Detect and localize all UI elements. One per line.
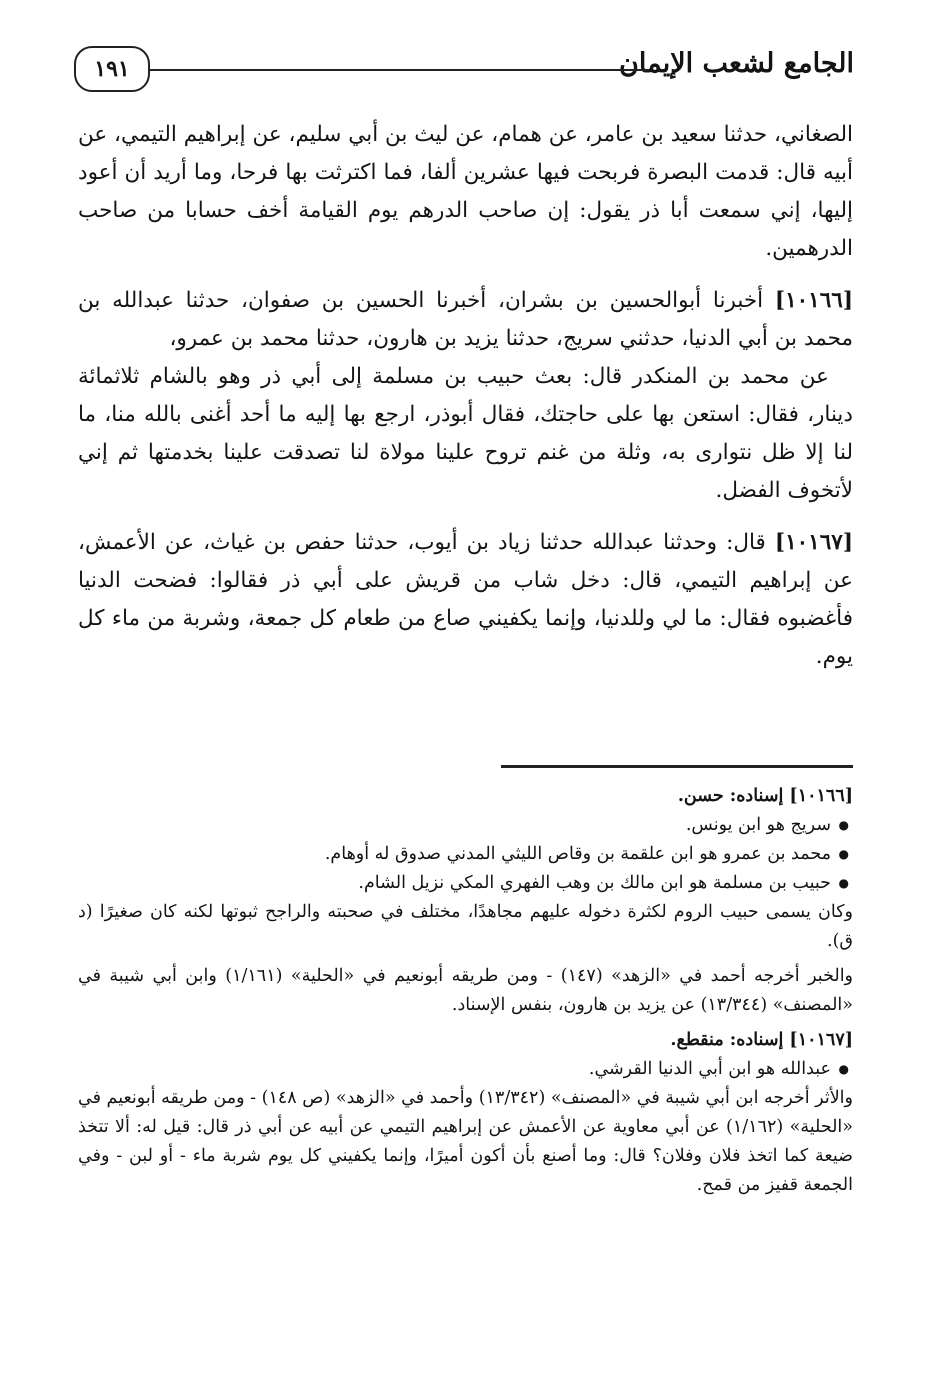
note-10166-grade: [١٠١٦٦] إسناده: حسن.	[677, 786, 853, 806]
running-title: الجامع لشعب الإيمان	[619, 48, 854, 79]
footnotes	[78, 782, 853, 1200]
note-10167-grade: [١٠١٦٧] إسناده: منقطع.	[670, 1030, 853, 1050]
page-number: ١٩١	[74, 46, 150, 92]
hadith-10167	[78, 524, 853, 676]
note-bullet: ● محمد بن عمرو هو ابن علقمة بن وقاص الليثي المدني صدوق له أوهام.	[78, 840, 853, 869]
note-bullet: ● عبدالله هو ابن أبي الدنيا القرشي.	[78, 1055, 853, 1084]
main-text	[78, 116, 853, 690]
hadith-isnad-text: أخبرنا أبوالحسين بن بشران، أخبرنا الحسين بن صفوان، حدثنا عبدالله بن محمد بن أبي الدنيا، حدثني سريج، حدثنا يزيد بن هارون، حدثنا محمد بن عمرو،	[78, 288, 853, 351]
hadith-10166-isnad	[78, 282, 853, 358]
hadith-10166-text: عن محمد بن المنكدر قال: بعث حبيب بن مسلمة إلى أبي ذر وهو بالشام ثلاثمائة دينار، فقال: استعن بها على حاجتك، فقال أبوذر، ارجع بها إليه ما أحد أغنى بالله منا، ما لنا إلا ظل نتوارى به، وثلة من غنم تروح علينا مولاة لنا تصدقت علينا بخدمتها ثم إني لأتخوف الفضل.	[78, 364, 853, 503]
footnote-divider	[501, 765, 853, 768]
hadith-text: قال: وحدثنا عبدالله حدثنا زياد بن أيوب، حدثنا حفص بن غياث، عن الأعمش، عن إبراهيم التيمي، قال: دخل شاب من قريش على أبي ذر فقالوا: فضحت الدنيا فأغضبوه فقال: ما لي وللدنيا، وإنما يكفيني صاع من طعام كل جمعة، وشربة من ماء كل يوم.	[78, 530, 853, 669]
note-takhrij: والأثر أخرجه ابن أبي شيبة في «المصنف» (١٣/٣٤٢) وأحمد في «الزهد» (ص ١٤٨) - ومن طريقه أبونعيم في «الحلية» (١/١٦٢) عن أبي معاوية عن الأعمش عن إبراهيم التيمي عن أبيه عن أبي ذر قال: قيل له: ألا تتخذ ضيعة كما اتخذ فلان وفلان؟ قال: وما أصنع بأن أكون أميرًا، وإنما يكفيني كل يوم شربة ماء - أو لبن - وفي الجمعة قفيز من قمح.	[78, 1088, 853, 1195]
note-bullet: ● سريج هو ابن يونس.	[78, 811, 853, 840]
page-header	[74, 46, 854, 94]
hadith-number: [١٠١٦٦]	[774, 288, 853, 313]
hadith-number: [١٠١٦٧]	[774, 530, 853, 555]
paragraph-continuation: الصغاني، حدثنا سعيد بن عامر، عن همام، عن ليث بن أبي سليم، عن إبراهيم التيمي، عن أبيه قال: قدمت البصرة فربحت فيها عشرين ألفا، فما اكترثت بها فرحا، وما أريد أن أعود إليها، إني سمعت أبا ذر يقول: إن صاحب الدرهم يوم القيامة أخف حسابا من صاحب الدرهمين.	[78, 122, 853, 261]
header-rule	[148, 69, 649, 71]
note-takhrij: والخبر أخرجه أحمد في «الزهد» (١٤٧) - ومن طريقه أبونعيم في «الحلية» (١/١٦١) وابن أبي شيبة في «المصنف» (١٣/٣٤٤) عن يزيد بن هارون، بنفس الإسناد.	[78, 966, 854, 1015]
note-text: وكان يسمى حبيب الروم لكثرة دخوله عليهم مجاهدًا، مختلف في صحبته والراجح ثبوتها لكنه كان صغيرًا (د ق).	[78, 902, 853, 951]
note-bullet: ● حبيب بن مسلمة هو ابن مالك بن وهب الفهري المكي نزيل الشام.	[78, 869, 853, 898]
